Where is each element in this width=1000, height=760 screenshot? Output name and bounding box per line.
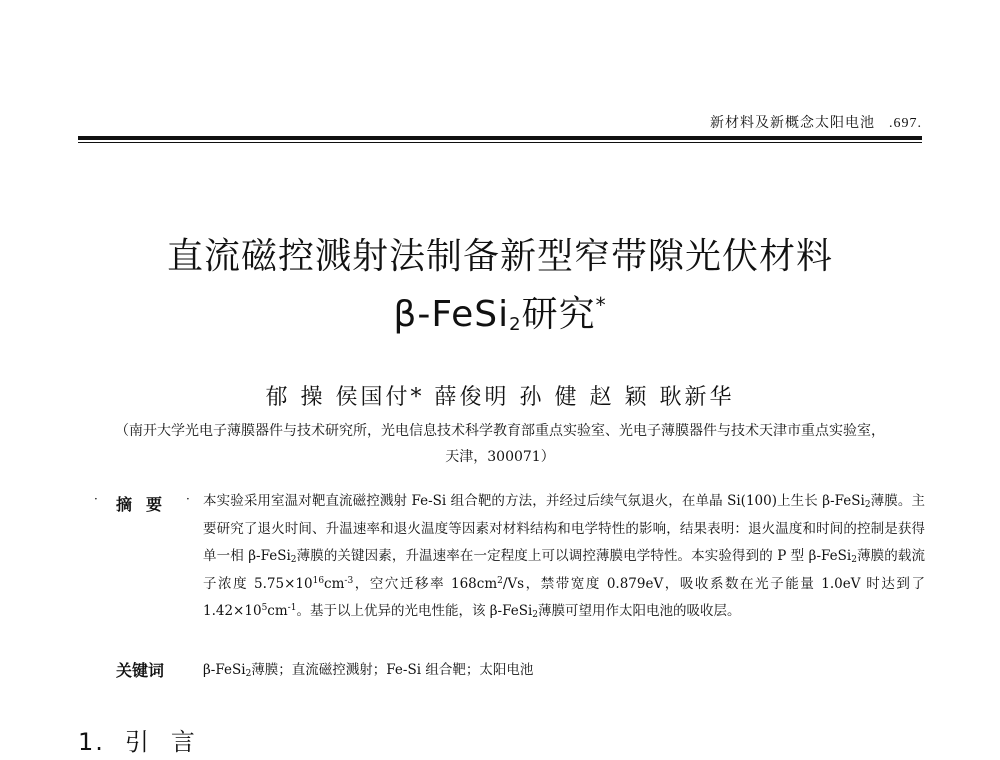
abstract-label: 摘要 <box>116 495 177 514</box>
abstract-dot: · <box>186 492 190 506</box>
section-number: 1. <box>78 728 105 756</box>
section-title: 引言 <box>124 728 217 756</box>
page-number: .697. <box>889 116 922 131</box>
abstract-bullet: · <box>94 492 98 506</box>
title-subscript: 2 <box>509 314 522 335</box>
header-rule-thick <box>78 136 922 140</box>
title-footnote-mark: * <box>595 293 607 317</box>
keywords-text: β-FeSi$_2$薄膜；直流磁控溅射；Fe-Si 组合靶；太阳电池 <box>203 662 534 679</box>
journal-name: 新材料及新概念太阳电池 <box>710 115 875 131</box>
keywords-label: 关键词 <box>116 661 165 680</box>
paper-title-line1: 直流磁控溅射法制备新型窄带隙光伏材料 <box>166 236 833 277</box>
author-list: 郁 操 侯国付* 薛俊明 孙 健 赵 颖 耿新华 <box>265 385 735 410</box>
affiliation-line1: （南开大学光电子薄膜器件与技术研究所，光电信息技术科学教育部重点实验室、光电子薄膜器件与技术天津市重点实验室， <box>115 423 885 439</box>
affiliation-line2: 天津，300071） <box>445 449 555 465</box>
header-rule-thin <box>78 142 922 143</box>
section-heading <box>78 722 217 757</box>
running-head <box>710 112 922 132</box>
title-suffix: 研究 <box>521 294 596 335</box>
abstract-text: 本实验采用室温对靶直流磁控溅射 Fe-Si 组合靶的方法，并经过后续气氛退火，在单晶 Si(100)上生长 β-FeSi$_2$薄膜。主要研究了退火时间、升温速率和退火温度等因素对材料结构和电学特性的影响，结果表明：退火温度和时间的控制是获得单一相 β-FeSi$_2$薄膜的关键因素，升温速率在一定程度上可以调控薄膜电学特性。本实验得到的 P 型 β-FeSi$_2$薄膜的载流子浓度 $5.75\times 10^{16}cm^{-3}$，空穴迁移率 $168cm^2/Vs$，禁带宽度 0.879eV，吸收系数在光子能量 1.0eV 时达到了 $1.42\times 10^5cm^{-1}$。基于以上优异的光电性能，该 β-FeSi$_2$薄膜可望用作太阳电池的吸收层。 <box>203 493 925 621</box>
paper-title-line2 <box>0 286 1000 337</box>
title-formula: β-FeSi <box>393 294 510 335</box>
